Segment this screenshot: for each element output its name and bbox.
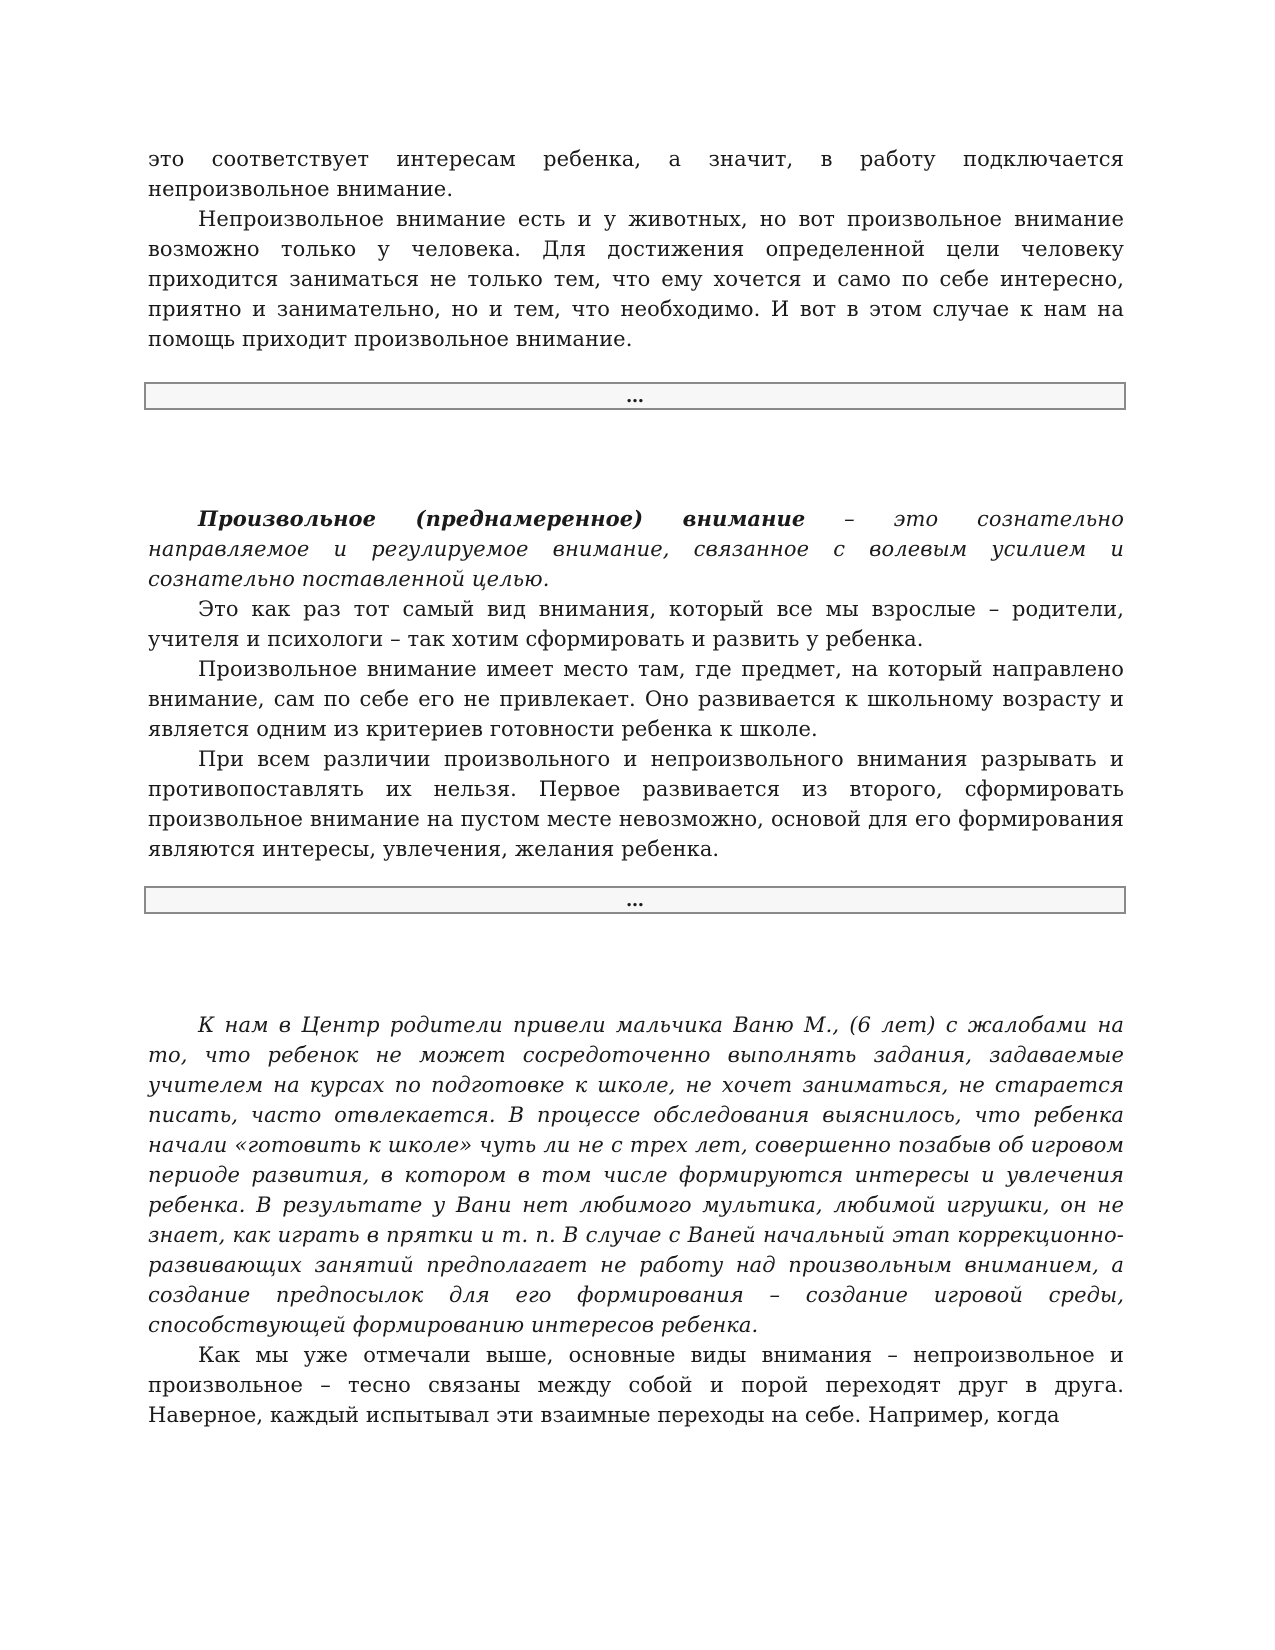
section-2 — [148, 504, 1124, 864]
omission-ellipsis: … — [626, 890, 644, 911]
omission-ellipsis: … — [626, 386, 644, 407]
paragraph-relationship: При всем различии произвольного и непроизвольного внимания разрывать и противопоставлять их нельзя. Первое развивается из второго, сформировать произвольное внимание на пустом месте невозможно, основой для его формирования являются интересы, увлечения, желания ребенка. — [148, 747, 1124, 861]
definition-paragraph — [148, 504, 1124, 594]
definition-text: – это сознательно направляемое и регулируемое внимание, связанное с волевым усилием и сознательно поставленной целью. — [148, 507, 1124, 591]
definition-term: Произвольное (преднамеренное) внимание — [198, 506, 806, 531]
omission-separator — [144, 886, 1126, 914]
paragraph-continuation: это соответствует интересам ребенка, а значит, в работу подключается непроизвольное внимание. — [148, 147, 1124, 201]
paragraph-involuntary-attention: Непроизвольное внимание есть и у животных, но вот произвольное внимание возможно только у человека. Для достижения определенной цели человеку приходится заниматься не только тем, что ему хочется и само по себе интересно, приятно и занимательно, но и тем, что необходимо. И вот в этом случае к нам на помощь приходит произвольное внимание. — [148, 207, 1124, 351]
case-study-paragraph: К нам в Центр родители привели мальчика Ваню М., (6 лет) с жалобами на то, что ребенок не может сосредоточенно выполнять задания, задаваемые учителем на курсах по подготовке к школе, не хочет заниматься, не старается писать, часто отвлекается. В процессе обследования выяснилось, что ребенка начали «готовить к школе» чуть ли не с трех лет, совершенно позабыв об игровом периоде развития, в котором в том числе формируются интересы и увлечения ребенка. В результате у Вани нет любимого мультика, любимой игрушки, он не знает, как играть в прятки и т. п. В случае с Ваней начальный этап коррекционно-развивающих занятий предполагает не работу над произвольным вниманием, а создание предпосылок для его формирования – создание игровой среды, способствующей формированию интересов ребенка. — [148, 1013, 1124, 1337]
paragraph-voluntary-goal: Это как раз тот самый вид внимания, который все мы взрослые – родители, учителя и психологи – так хотим сформировать и развить у ребенка. — [148, 597, 1124, 651]
paragraph-transitions: Как мы уже отмечали выше, основные виды внимания – непроизвольное и произвольное – тесно связаны между собой и порой переходят друг в друга. Наверное, каждый испытывал эти взаимные переходы на себе. Например, когда — [148, 1343, 1124, 1427]
section-3 — [148, 1010, 1124, 1430]
omission-separator — [144, 382, 1126, 410]
section-1 — [148, 144, 1124, 354]
paragraph-voluntary-place: Произвольное внимание имеет место там, где предмет, на который направлено внимание, сам по себе его не привлекает. Оно развивается к школьному возрасту и является одним из критериев готовности ребенка к школе. — [148, 657, 1124, 741]
